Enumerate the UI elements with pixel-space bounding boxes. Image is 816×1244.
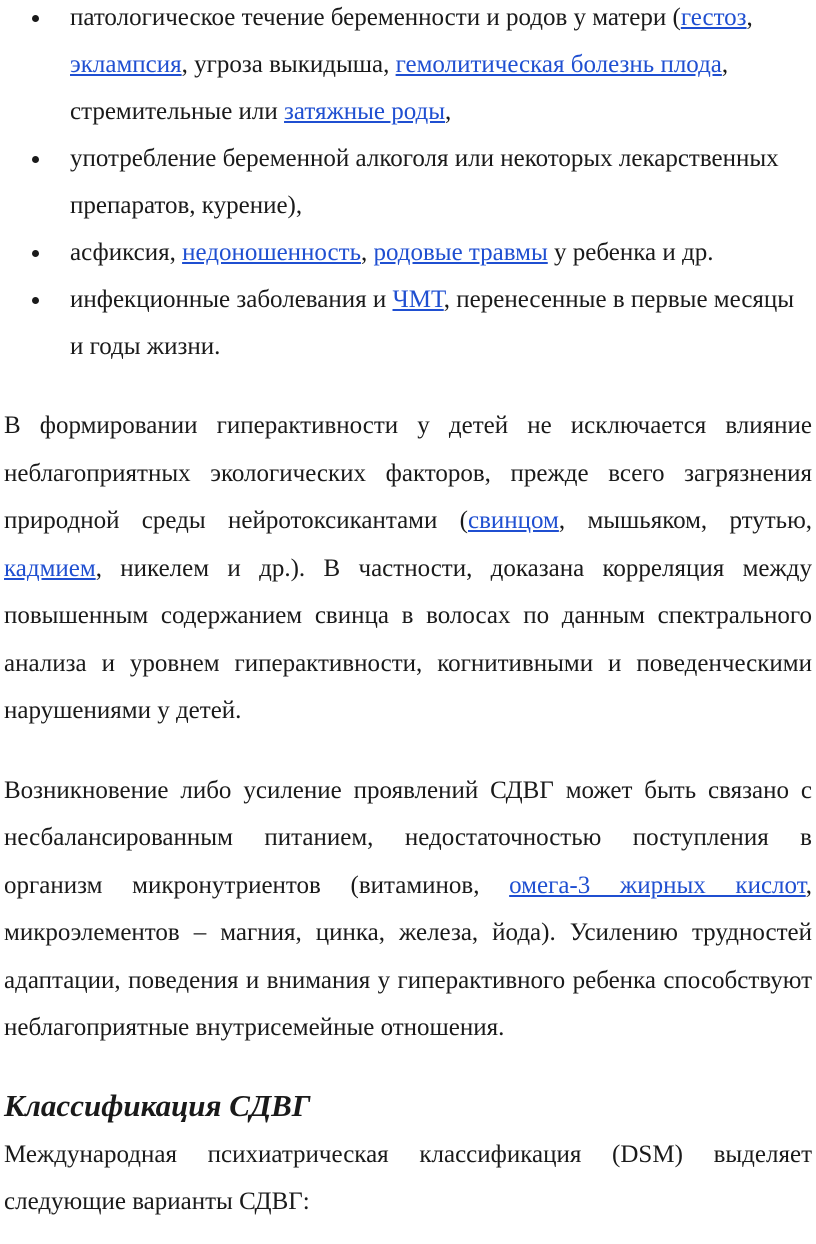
text-run: , [360,239,374,266]
link-prolonged-labor[interactable]: затяжные роды [284,98,446,125]
link-birth-injuries[interactable]: родовые травмы [373,239,548,266]
list-item-text [70,286,794,360]
bullet-icon [32,250,39,257]
link-gestoz[interactable]: гестоз [680,4,747,31]
text-run: у ребенка и др. [547,239,714,266]
bullet-icon [32,297,39,304]
link-cadmium[interactable]: кадмием [4,554,96,582]
list-item [0,229,816,276]
text-run: , [746,4,753,31]
text-run: В формировании гиперактивности у детей не исключается влияние неблагоприятных экологических факторов, прежде всего загрязнения природной среды нейротоксикантами ( [4,412,812,534]
list-item [0,135,816,229]
list-item-text: употребление беременной алкоголя или некоторых лекарственных препаратов, курение), [70,145,779,219]
text-run: , микроэлементов – магния, цинка, железа, йода). Усилению трудностей адаптации, поведения и внимания у гиперактивного ребенка способствуют неблагоприятные внутрисемейные отношения. [4,871,812,1041]
paragraph-nutrition [0,767,816,1052]
link-prematurity[interactable]: недоношенность [182,239,361,266]
text-run: , [445,98,452,125]
link-omega-3[interactable]: омега-3 жирных кислот [509,871,806,899]
bullet-icon [32,156,39,163]
link-lead[interactable]: свинцом [468,507,559,534]
link-eclampsia[interactable]: эклампсия [70,51,182,78]
risk-factors-list [0,0,816,370]
text-run: , перенесенные в первые месяцы и годы жизни. [70,286,795,360]
text-run: , мышьяком, ртутью, [558,507,812,534]
text-run: , угроза выкидыша, [181,51,396,78]
list-item [0,0,816,135]
text-run: , стремительные или [70,51,729,125]
paragraph-dsm: Международная психиатрическая классификация (DSM) выделяет следующие варианты СДВГ: [4,1140,812,1215]
bullet-icon [32,15,39,22]
section-heading: Классификация СДВГ [4,1087,311,1123]
paragraph-ecology [0,402,816,735]
text-run: Возникновение либо усиление проявлений СДВГ может быть связано с несбалансированным питанием, недостаточностью поступления в организм микронутриентов (витаминов, [4,776,812,899]
list-item [0,276,816,370]
text-run: инфекционные заболевания и [70,286,393,313]
link-hemolytic-disease[interactable]: гемолитическая болезнь плода [395,51,722,78]
list-item-text [70,239,713,266]
link-tbi[interactable]: ЧМТ [392,286,444,313]
text-run: асфиксия, [70,239,183,266]
list-item-text [70,4,753,125]
text-run: , никелем и др.). В частности, доказана корреляция между повышенным содержанием свинца в волосах по данным спектрального анализа и уровнем гиперактивности, когнитивными и поведенческими нарушениями у детей. [4,554,812,724]
text-run: патологическое течение беременности и родов у матери ( [70,4,681,31]
